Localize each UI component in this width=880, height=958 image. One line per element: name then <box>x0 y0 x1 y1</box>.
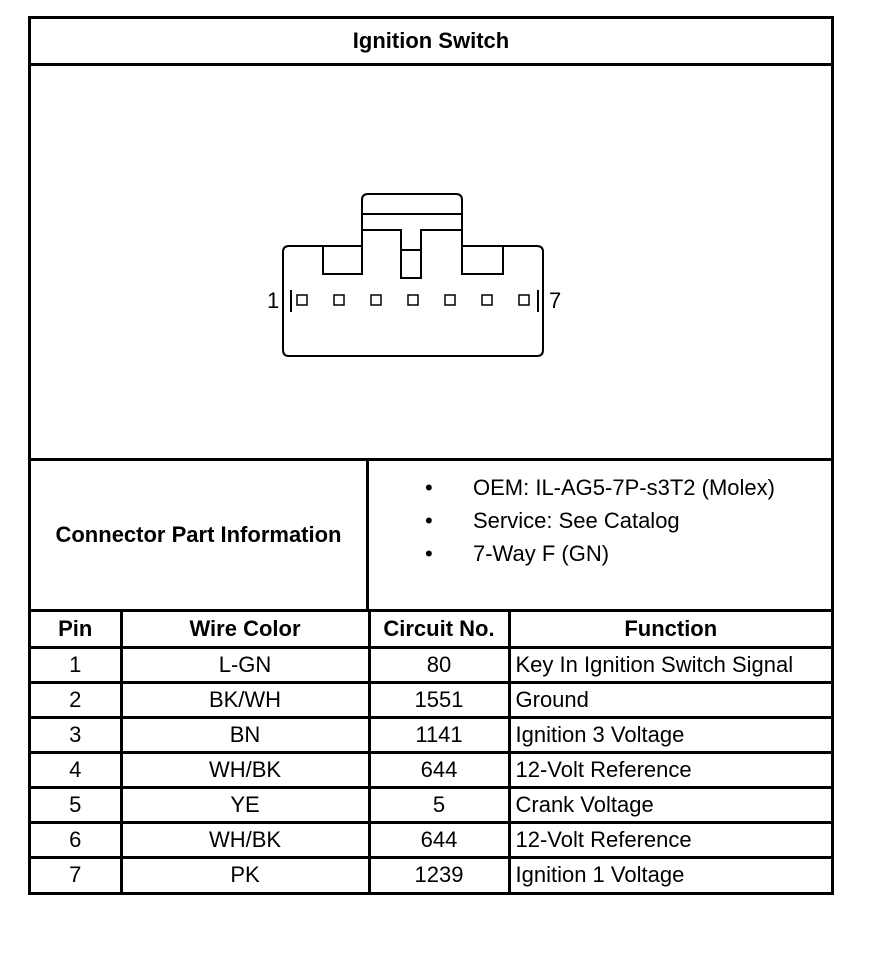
cell-wire-color: PK <box>121 857 369 892</box>
connector-face-diagram <box>31 66 831 458</box>
pin-cavity <box>334 295 344 305</box>
table-row <box>31 752 831 787</box>
table-row <box>31 857 831 892</box>
cell-pin: 5 <box>31 787 121 822</box>
pin-cavity <box>371 295 381 305</box>
part-info-service: Service: See Catalog <box>473 508 680 533</box>
cell-wire-color: BK/WH <box>121 682 369 717</box>
part-info-oem: OEM: IL-AG5-7P-s3T2 (Molex) <box>473 475 775 500</box>
cell-function: Key In Ignition Switch Signal <box>509 647 831 682</box>
cell-circuit-no: 644 <box>369 822 509 857</box>
cell-wire-color: WH/BK <box>121 822 369 857</box>
cell-circuit-no: 1141 <box>369 717 509 752</box>
pin-cavity <box>519 295 529 305</box>
bullet-icon: • <box>425 541 433 566</box>
connector-diagram-area <box>31 66 831 461</box>
cell-circuit-no: 5 <box>369 787 509 822</box>
cell-circuit-no: 80 <box>369 647 509 682</box>
cell-wire-color: L-GN <box>121 647 369 682</box>
part-info-label: Connector Part Information <box>31 461 369 609</box>
pin-last-label: 7 <box>549 288 562 313</box>
pin-cavity <box>482 295 492 305</box>
bullet-icon: • <box>425 508 433 533</box>
sheet-title: Ignition Switch <box>31 19 831 66</box>
part-info-type: 7-Way F (GN) <box>473 541 610 566</box>
pin-table <box>31 612 831 892</box>
pin-table-header-row <box>31 612 831 647</box>
cell-pin: 7 <box>31 857 121 892</box>
cell-pin: 4 <box>31 752 121 787</box>
cell-pin: 3 <box>31 717 121 752</box>
pin-cavity <box>297 295 307 305</box>
cell-function: Ground <box>509 682 831 717</box>
cell-wire-color: BN <box>121 717 369 752</box>
cell-circuit-no: 1239 <box>369 857 509 892</box>
cell-circuit-no: 1551 <box>369 682 509 717</box>
pin-cavities <box>297 295 529 305</box>
part-info-item <box>369 471 831 504</box>
bullet-icon: • <box>425 475 433 500</box>
cell-pin: 1 <box>31 647 121 682</box>
header-circuit-no: Circuit No. <box>369 612 509 647</box>
part-info-list <box>369 461 831 609</box>
table-row <box>31 682 831 717</box>
connector-shoulder-right <box>462 246 503 274</box>
header-wire-color: Wire Color <box>121 612 369 647</box>
table-row <box>31 787 831 822</box>
table-row <box>31 647 831 682</box>
cell-wire-color: YE <box>121 787 369 822</box>
pin-cavity <box>445 295 455 305</box>
header-function: Function <box>509 612 831 647</box>
cell-pin: 2 <box>31 682 121 717</box>
cell-function: 12-Volt Reference <box>509 822 831 857</box>
connector-shoulder-left <box>323 246 362 274</box>
cell-pin: 6 <box>31 822 121 857</box>
pin-cavity <box>408 295 418 305</box>
pin-first-label: 1 <box>267 288 280 313</box>
connector-sheet <box>28 16 834 895</box>
part-info-item <box>369 504 831 537</box>
cell-function: 12-Volt Reference <box>509 752 831 787</box>
header-pin: Pin <box>31 612 121 647</box>
cell-wire-color: WH/BK <box>121 752 369 787</box>
table-row <box>31 822 831 857</box>
table-row <box>31 717 831 752</box>
cell-function: Ignition 1 Voltage <box>509 857 831 892</box>
cell-circuit-no: 644 <box>369 752 509 787</box>
connector-lock-tab <box>362 214 462 278</box>
part-info-row <box>31 461 831 612</box>
cell-function: Ignition 3 Voltage <box>509 717 831 752</box>
cell-function: Crank Voltage <box>509 787 831 822</box>
part-info-item <box>369 537 831 570</box>
